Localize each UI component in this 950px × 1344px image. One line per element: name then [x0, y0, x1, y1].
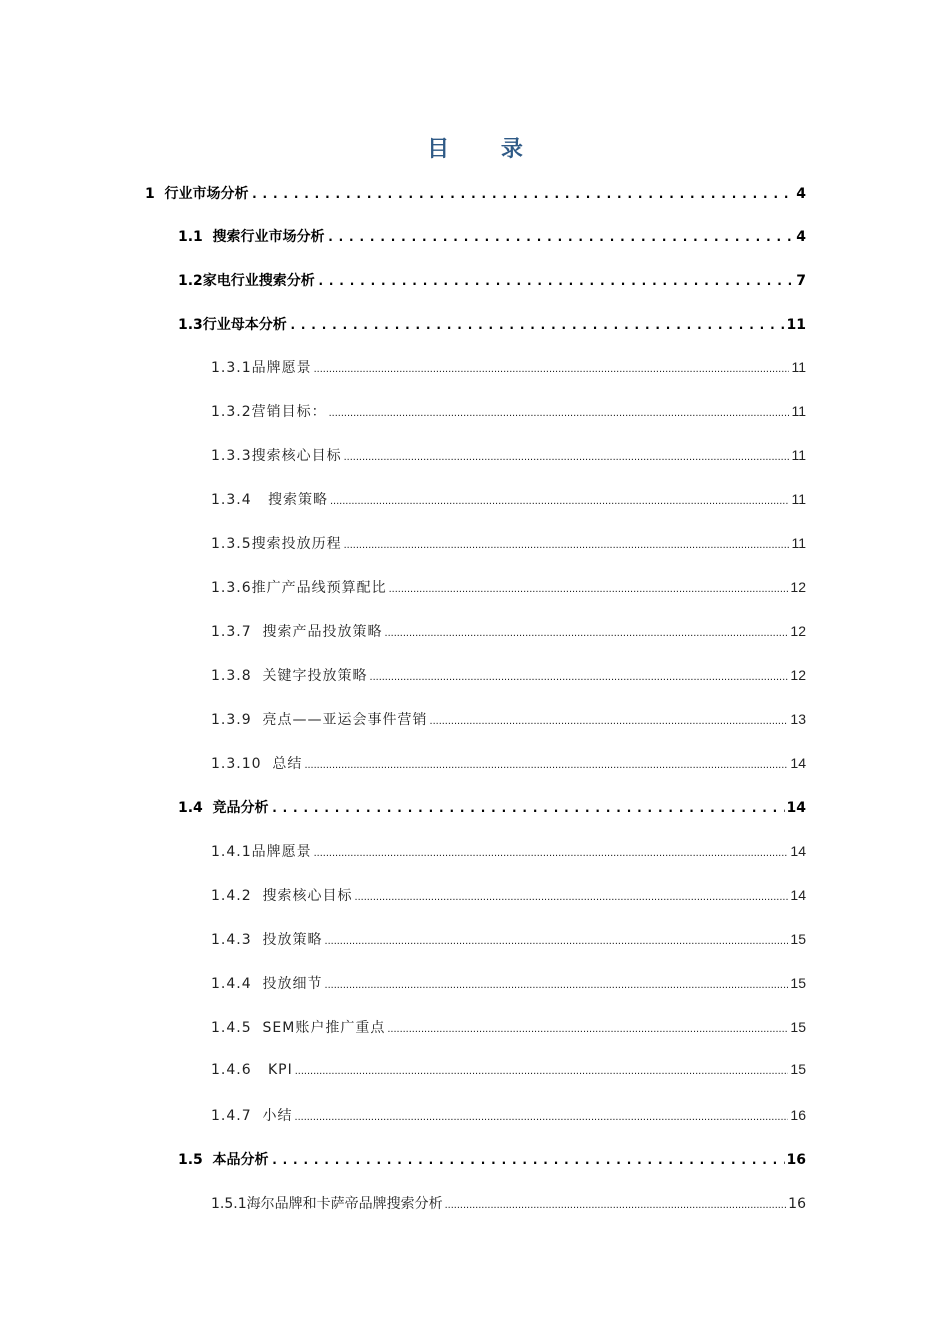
- toc-entry-page: 11: [791, 447, 806, 463]
- toc-entry-1-3-9[interactable]: [211, 709, 806, 731]
- toc-entry-label: 1.4.5 SEM账户推广重点: [211, 1020, 386, 1036]
- toc-entry-page: 14: [790, 755, 806, 771]
- toc-entry-1-4-2[interactable]: [211, 885, 806, 907]
- toc-entry-label: 1.3.3搜索核心目标: [211, 448, 342, 464]
- dot-leader: [344, 451, 790, 463]
- dot-leader: [430, 715, 789, 727]
- toc-entry-page: 12: [790, 623, 806, 639]
- toc-entry-page: 15: [790, 1019, 806, 1035]
- toc-entry-1-4-7[interactable]: [211, 1105, 806, 1127]
- toc-entry-page: 15: [790, 1061, 806, 1077]
- dot-leader: [295, 1065, 789, 1077]
- toc-entry-page: 4: [796, 229, 806, 245]
- toc-entry-page: 12: [790, 667, 806, 683]
- toc-entry-label: 1.4.4 投放细节: [211, 976, 323, 992]
- toc-entry-page: 11: [791, 359, 806, 375]
- dot-leader: [295, 1111, 789, 1123]
- dot-leader: [344, 539, 790, 551]
- toc-entry-page: 7: [796, 273, 806, 289]
- dot-leader: [271, 1153, 785, 1168]
- toc-entry-1-1[interactable]: [178, 226, 806, 248]
- toc-entry-1-5-1[interactable]: [211, 1193, 806, 1215]
- toc-entry-1-4-6[interactable]: [211, 1061, 806, 1083]
- toc-entry-1-3-6[interactable]: [211, 577, 806, 599]
- toc-entry-1-4-5[interactable]: [211, 1017, 806, 1039]
- toc-entry-1-2[interactable]: [178, 270, 806, 292]
- toc-entry-page: 12: [790, 579, 806, 595]
- toc-entry-1-3-10[interactable]: [211, 753, 806, 775]
- toc-entry-page: 14: [790, 843, 806, 859]
- toc-entry-page: 13: [790, 711, 806, 727]
- toc-entry-label: 1.5 本品分析: [178, 1152, 269, 1168]
- toc-entry-label: 1.4.3 投放策略: [211, 932, 323, 948]
- toc-entry-label: 1.5.1海尔品牌和卡萨帝品牌搜索分析: [211, 1196, 443, 1212]
- toc-entry-label: 1.3.9 亮点——亚运会事件营销: [211, 712, 428, 728]
- dot-leader: [355, 891, 789, 903]
- toc-entry-1-3-1[interactable]: [211, 357, 806, 379]
- toc-entry-page: 15: [790, 975, 806, 991]
- dot-leader: [329, 407, 790, 419]
- toc-entry-1-3-4[interactable]: [211, 489, 806, 511]
- toc-entry-page: 16: [790, 1107, 806, 1123]
- dot-leader: [314, 847, 789, 859]
- dot-leader: [387, 1023, 788, 1035]
- toc-entry-label: 1.3.7 搜索产品投放策略: [211, 624, 383, 640]
- toc-entry-page: 16: [786, 1152, 806, 1168]
- toc-entry-page: 14: [786, 800, 806, 816]
- table-of-contents: [0, 170, 950, 1230]
- toc-entry-1-4-3[interactable]: [211, 929, 806, 951]
- toc-entry-label: 1.3.5搜索投放历程: [211, 536, 342, 552]
- toc-entry-label: 1.4.1品牌愿景: [211, 844, 312, 860]
- toc-entry-page: 11: [791, 535, 806, 551]
- toc-entry-page: 16: [788, 1196, 806, 1212]
- toc-entry-page: 4: [796, 186, 806, 202]
- toc-entry-1-3[interactable]: [178, 314, 806, 336]
- toc-entry-label: 1.3.6推广产品线预算配比: [211, 580, 387, 596]
- toc-entry-1[interactable]: [145, 183, 806, 205]
- dot-leader: [325, 935, 789, 947]
- toc-entry-1-3-5[interactable]: [211, 533, 806, 555]
- toc-entry-1-5[interactable]: [178, 1149, 806, 1171]
- dot-leader: [330, 495, 789, 507]
- toc-entry-1-3-7[interactable]: [211, 621, 806, 643]
- toc-entry-1-4-4[interactable]: [211, 973, 806, 995]
- toc-entry-1-3-3[interactable]: [211, 445, 806, 467]
- dot-leader: [325, 979, 789, 991]
- toc-entry-label: 1 行业市场分析: [145, 186, 249, 202]
- toc-entry-label: 1.3行业母本分析: [178, 317, 287, 333]
- dot-leader: [289, 318, 785, 333]
- toc-entry-page: 11: [786, 317, 806, 333]
- dot-leader: [251, 187, 795, 202]
- toc-entry-page: 11: [791, 491, 806, 507]
- dot-leader: [314, 363, 790, 375]
- dot-leader: [327, 230, 795, 245]
- toc-entry-page: 14: [790, 887, 806, 903]
- toc-title: 目 录: [427, 137, 545, 162]
- toc-entry-label: 1.3.1品牌愿景: [211, 360, 312, 376]
- toc-entry-label: 1.3.2营销目标：: [211, 404, 327, 420]
- toc-entry-1-4-1[interactable]: [211, 841, 806, 863]
- toc-entry-1-4[interactable]: [178, 797, 806, 819]
- toc-entry-label: 1.1 搜索行业市场分析: [178, 229, 325, 245]
- toc-entry-label: 1.4.7 小结: [211, 1108, 293, 1124]
- dot-leader: [389, 583, 789, 595]
- dot-leader: [370, 671, 789, 683]
- toc-entry-page: 15: [790, 931, 806, 947]
- dot-leader: [271, 801, 785, 816]
- dot-leader: [304, 759, 788, 771]
- dot-leader: [317, 274, 794, 289]
- toc-entry-1-3-8[interactable]: [211, 665, 806, 687]
- toc-entry-label: 1.4.2 搜索核心目标: [211, 888, 353, 904]
- toc-entry-label: 1.3.8 关键字投放策略: [211, 668, 368, 684]
- toc-entry-page: 11: [791, 403, 806, 419]
- dot-leader: [385, 627, 789, 639]
- toc-entry-label: 1.3.10 总结: [211, 756, 303, 772]
- toc-entry-label: 1.4.6 KPI: [211, 1062, 293, 1078]
- toc-entry-label: 1.4 竞品分析: [178, 800, 269, 816]
- dot-leader: [445, 1199, 787, 1211]
- toc-entry-label: 1.2家电行业搜索分析: [178, 273, 315, 289]
- toc-entry-label: 1.3.4 搜索策略: [211, 492, 328, 508]
- toc-entry-1-3-2[interactable]: [211, 401, 806, 423]
